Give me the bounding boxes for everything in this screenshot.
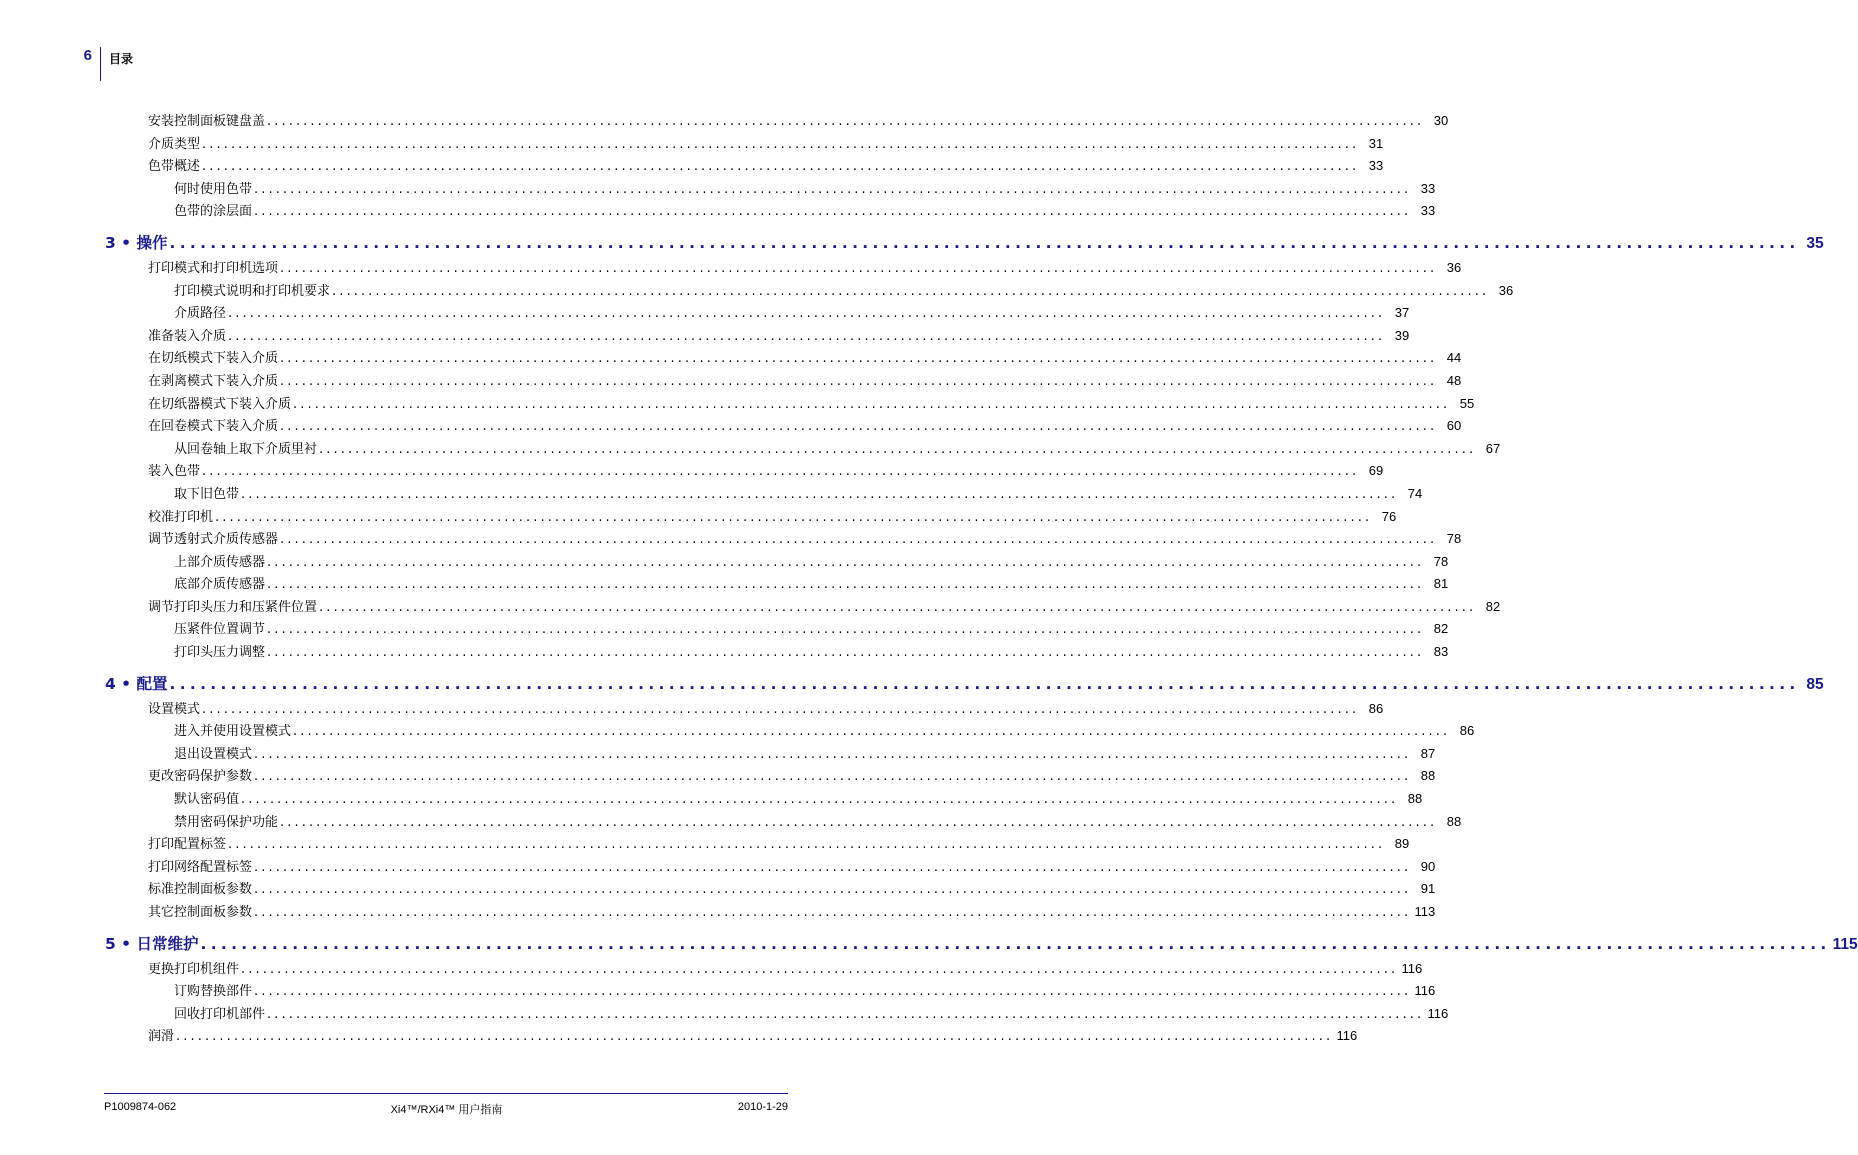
toc-entry[interactable] xyxy=(0,528,1462,551)
toc-entry-label: 打印配置标签 xyxy=(148,837,227,853)
footer-date: 2010-1-29 xyxy=(737,1101,788,1113)
toc-entry-page: 78 xyxy=(1446,531,1462,547)
toc-chapter-entry[interactable] xyxy=(0,664,1824,698)
toc-entry-page: 76 xyxy=(1381,508,1397,524)
toc-entry-label: 在切纸器模式下装入介质 xyxy=(148,396,292,412)
toc-entry[interactable] xyxy=(0,110,1449,133)
toc-entry-page: 89 xyxy=(1394,836,1410,852)
dot-leader: ................................................................................................................................................................ xyxy=(280,419,1438,435)
toc-entry-page: 78 xyxy=(1433,553,1449,569)
toc-entry-page: 88 xyxy=(1420,768,1436,784)
dot-leader: ................................................................................................................................................................ xyxy=(293,396,1451,412)
toc-entry[interactable] xyxy=(0,178,1436,201)
toc-entry-page: 86 xyxy=(1459,723,1475,739)
toc-entry-page: 36 xyxy=(1498,282,1514,298)
toc-entry-page: 88 xyxy=(1446,813,1462,829)
toc-entry-label: 在切纸模式下装入介质 xyxy=(148,351,279,367)
toc-entry[interactable] xyxy=(0,302,1410,325)
dot-leader: ................................................................................................................................................................ xyxy=(202,701,1360,717)
toc-entry-page: 31 xyxy=(1368,135,1384,151)
dot-leader: ................................................................................................................................................................ xyxy=(267,114,1425,129)
dot-leader: ................................................................................................................................................................ xyxy=(254,181,1412,197)
toc-entry[interactable] xyxy=(0,483,1423,506)
toc-entry[interactable] xyxy=(0,811,1462,834)
dot-leader: ................................................................................................................................................................ xyxy=(319,441,1477,457)
toc-entry-page: 67 xyxy=(1485,440,1501,456)
dot-leader: ................................................................................................................................................................ xyxy=(280,532,1438,548)
toc-entry-label: 在剥离模式下装入介质 xyxy=(148,373,279,389)
toc-entry-label: 取下旧色带 xyxy=(174,486,240,502)
toc-entry-label: 上部介质传感器 xyxy=(174,554,266,570)
dot-leader: ................................................................................................................................................................ xyxy=(215,509,1373,525)
dot-leader: ................................................................................................................................................................ xyxy=(228,306,1386,322)
toc-entry-label: 打印头压力调整 xyxy=(174,645,266,661)
toc-entry-page: 33 xyxy=(1368,158,1384,174)
dot-leader: ................................................................................................................................................................ xyxy=(254,204,1412,220)
toc-entry-label: 从回卷轴上取下介质里衬 xyxy=(174,441,318,457)
dot-leader: ................................................................................................................................................................ xyxy=(267,1006,1425,1022)
toc-entry-label: 打印模式和打印机选项 xyxy=(148,260,279,276)
dot-leader: ................................................................................................................................................................ xyxy=(241,792,1399,808)
toc-entry-label: 准备装入介质 xyxy=(148,328,227,344)
toc-entry-label: 校准打印机 xyxy=(148,509,214,525)
footer-doc-number: P1009874-062 xyxy=(104,1101,177,1113)
toc-entry-page: 44 xyxy=(1446,350,1462,366)
toc-entry[interactable] xyxy=(0,460,1384,483)
toc-entry-label: 何时使用色带 xyxy=(174,181,253,197)
toc-entry[interactable] xyxy=(0,438,1501,461)
toc-entry-page: 36 xyxy=(1446,259,1462,275)
toc-entry-label: 退出设置模式 xyxy=(174,746,253,762)
toc-entry[interactable] xyxy=(0,200,1436,223)
section-title: 目录 xyxy=(109,52,134,66)
dot-leader: ................................................................................................................................................................ xyxy=(254,859,1412,875)
toc-entry[interactable] xyxy=(0,415,1462,438)
toc-entry[interactable] xyxy=(0,788,1423,811)
toc-entry[interactable] xyxy=(0,958,1423,981)
dot-leader: ................................................................................................................................................................ xyxy=(169,674,1800,693)
dot-leader: ................................................................................................................................................................ xyxy=(267,577,1425,593)
toc-entry-page: 37 xyxy=(1394,305,1410,321)
toc-entry-label: 介质类型 xyxy=(148,136,201,152)
page-number: 6 xyxy=(83,47,92,64)
dot-leader: ................................................................................................................................................................ xyxy=(176,1029,1334,1045)
toc-entry[interactable] xyxy=(0,347,1462,370)
toc-entry[interactable] xyxy=(0,833,1410,856)
dot-leader: ................................................................................................................................................................ xyxy=(169,233,1800,252)
dot-leader: ................................................................................................................................................................ xyxy=(280,814,1438,830)
toc-entry-label: 3 • 操作 xyxy=(105,233,168,252)
toc-entry[interactable] xyxy=(0,980,1436,1003)
dot-leader: ................................................................................................................................................................ xyxy=(267,645,1425,661)
toc-entry[interactable] xyxy=(0,720,1475,743)
toc-entry-page: 30 xyxy=(1433,113,1449,128)
toc-entry-label: 5 • 日常维护 xyxy=(105,934,199,953)
toc-entry-label: 打印模式说明和打印机要求 xyxy=(174,283,331,299)
toc-entry[interactable] xyxy=(0,370,1462,393)
toc-entry-label: 其它控制面板参数 xyxy=(148,905,253,920)
toc-entry-label: 设置模式 xyxy=(148,701,201,717)
dot-leader: ................................................................................................................................................................ xyxy=(267,554,1425,570)
toc-entry-page: 82 xyxy=(1485,598,1501,614)
toc-entry[interactable] xyxy=(0,856,1436,879)
toc-entry[interactable] xyxy=(0,393,1475,416)
dot-leader: ................................................................................................................................................................ xyxy=(241,486,1399,502)
toc-entry[interactable] xyxy=(0,1025,1358,1048)
toc-entry[interactable] xyxy=(0,573,1449,596)
toc-entry-page: 81 xyxy=(1433,576,1449,592)
toc-entry-label: 标准控制面板参数 xyxy=(148,882,253,898)
toc-entry-label: 润滑 xyxy=(148,1029,175,1045)
toc-entry-label: 调节打印头压力和压紧件位置 xyxy=(148,599,318,615)
toc-entry[interactable] xyxy=(0,325,1410,348)
dot-leader: ................................................................................................................................................................ xyxy=(254,882,1412,898)
dot-leader: ................................................................................................................................................................ xyxy=(319,599,1477,615)
toc-entry[interactable] xyxy=(0,618,1449,641)
dot-leader: ................................................................................................................................................................ xyxy=(241,961,1399,977)
toc-entry-page: 39 xyxy=(1394,327,1410,343)
dot-leader: ................................................................................................................................................................ xyxy=(254,905,1412,920)
toc-entry[interactable] xyxy=(0,1003,1449,1026)
dot-leader: ................................................................................................................................................................ xyxy=(202,159,1360,175)
toc-entry[interactable] xyxy=(0,878,1436,901)
toc-entry-label: 色带概述 xyxy=(148,159,201,175)
dot-leader: ................................................................................................................................................................ xyxy=(202,136,1360,152)
toc-entry-page: 116 xyxy=(1414,983,1436,999)
toc-entry-page: 35 xyxy=(1806,234,1824,252)
toc-entry[interactable] xyxy=(0,765,1436,788)
toc-entry-page: 48 xyxy=(1446,372,1462,388)
toc-entry-label: 更换打印机组件 xyxy=(148,961,240,977)
toc-entry-page: 55 xyxy=(1459,395,1475,411)
toc-entry-page: 90 xyxy=(1420,858,1436,874)
toc-chapter-entry[interactable] xyxy=(0,223,1824,257)
toc-chapter-entry[interactable] xyxy=(0,924,1858,958)
toc-entry-page: 33 xyxy=(1420,203,1436,219)
toc-entry-page: 113 xyxy=(1414,904,1436,919)
toc-entry[interactable] xyxy=(0,551,1449,574)
toc-entry-label: 色带的涂层面 xyxy=(174,204,253,220)
toc-entry[interactable] xyxy=(0,280,1514,303)
toc-entry-label: 压紧件位置调节 xyxy=(174,622,266,638)
dot-leader: ................................................................................................................................................................ xyxy=(332,283,1490,299)
toc-entry[interactable] xyxy=(0,155,1384,178)
toc-entry-page: 82 xyxy=(1433,621,1449,637)
dot-leader: ................................................................................................................................................................ xyxy=(228,328,1386,344)
toc-entry-page: 116 xyxy=(1401,960,1423,976)
toc-entry[interactable] xyxy=(0,506,1397,529)
toc-entry-page: 69 xyxy=(1368,463,1384,479)
toc-entry[interactable] xyxy=(0,698,1384,721)
dot-leader: ................................................................................................................................................................ xyxy=(228,837,1386,853)
toc-entry-label: 更改密码保护参数 xyxy=(148,769,253,785)
toc-entry-label: 进入并使用设置模式 xyxy=(174,724,292,740)
dot-leader: ................................................................................................................................................................ xyxy=(280,260,1438,276)
toc-entry-page: 116 xyxy=(1336,1028,1358,1044)
footer-divider xyxy=(104,1093,788,1094)
dot-leader: ................................................................................................................................................................ xyxy=(280,351,1438,367)
toc-entry-label: 在回卷模式下装入介质 xyxy=(148,419,279,435)
toc-entry-page: 91 xyxy=(1420,881,1436,897)
toc-entry-label: 4 • 配置 xyxy=(105,674,168,693)
toc-entry[interactable] xyxy=(0,596,1501,619)
toc-entry-label: 安装控制面板键盘盖 xyxy=(148,114,266,129)
toc-entry[interactable] xyxy=(0,133,1384,156)
dot-leader: ................................................................................................................................................................ xyxy=(254,984,1412,1000)
toc-entry-page: 74 xyxy=(1407,485,1423,501)
dot-leader: ................................................................................................................................................................ xyxy=(280,373,1438,389)
toc-entry-page: 33 xyxy=(1420,180,1436,196)
toc-entry-page: 88 xyxy=(1407,791,1423,807)
dot-leader: ................................................................................................................................................................ xyxy=(254,746,1412,762)
toc-entry-label: 禁用密码保护功能 xyxy=(174,814,279,830)
toc-entry[interactable] xyxy=(0,743,1436,766)
toc-entry[interactable] xyxy=(0,901,1436,924)
toc-entry-label: 订购替换部件 xyxy=(174,984,253,1000)
toc-entry-label: 默认密码值 xyxy=(174,792,240,808)
toc-entry-label: 打印网络配置标签 xyxy=(148,859,253,875)
toc-entry-page: 60 xyxy=(1446,418,1462,434)
dot-leader: ................................................................................................................................................................ xyxy=(200,934,1831,953)
toc-entry-page: 83 xyxy=(1433,644,1449,660)
header-divider xyxy=(100,47,101,81)
dot-leader: ................................................................................................................................................................ xyxy=(202,464,1360,480)
dot-leader: ................................................................................................................................................................ xyxy=(267,622,1425,638)
toc-entry[interactable] xyxy=(0,641,1449,664)
toc-entry-label: 调节透射式介质传感器 xyxy=(148,532,279,548)
toc-entry-page: 85 xyxy=(1806,675,1824,693)
toc-entry-page: 86 xyxy=(1368,700,1384,716)
toc-entry-page: 116 xyxy=(1427,1005,1449,1021)
toc-entry-label: 回收打印机部件 xyxy=(174,1006,266,1022)
toc-entry-page: 115 xyxy=(1832,935,1858,953)
toc-entry-page: 87 xyxy=(1420,745,1436,761)
toc-entry[interactable] xyxy=(0,257,1462,280)
footer-guide-title: Xi4™/RXi4™ 用户指南 xyxy=(390,1104,503,1116)
dot-leader: ................................................................................................................................................................ xyxy=(293,724,1451,740)
toc-list xyxy=(0,110,1858,1048)
toc-entry-label: 底部介质传感器 xyxy=(174,577,266,593)
toc-entry-label: 装入色带 xyxy=(148,464,201,480)
toc-entry-label: 介质路径 xyxy=(174,306,227,322)
dot-leader: ................................................................................................................................................................ xyxy=(254,769,1412,785)
